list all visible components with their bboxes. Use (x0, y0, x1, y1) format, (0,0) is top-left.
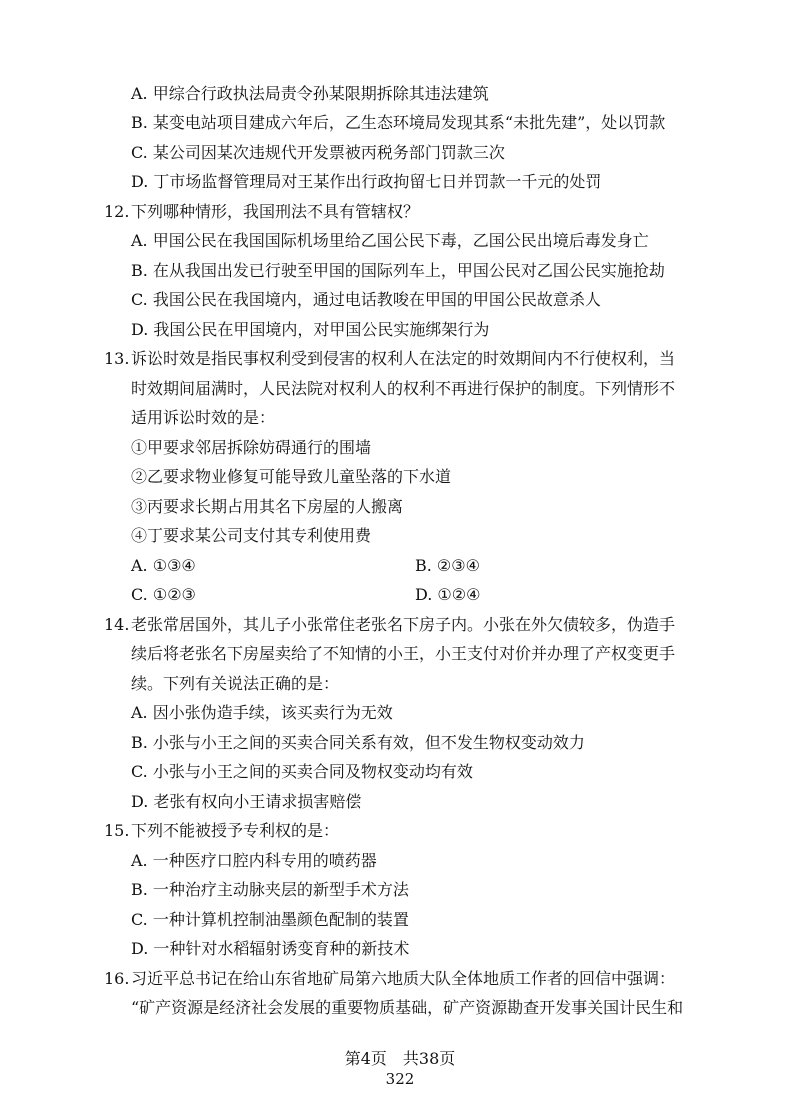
q15-stem: 下列不能被授予专利权的是： (131, 821, 340, 840)
q14-option-b: B. 小张与小王之间的买卖合同关系有效，但不发生物权变动效力 (131, 733, 585, 752)
q13-item-3: ③丙要求长期占用其名下房屋的人搬离 (131, 497, 404, 516)
q11-option-b: B. 某变电站项目建成六年后，乙生态环境局发现其系“未批先建”，处以罚款 (131, 113, 666, 132)
q16-stem-line2: “矿产资源是经济社会发展的重要物质基础，矿产资源勘查开发事关国计民生和 (131, 998, 684, 1017)
q11-option-d: D. 丁市场监督管理局对王某作出行政拘留七日并罚款一千元的处罚 (131, 172, 602, 191)
page-number: 322 (385, 1070, 415, 1088)
q15-option-b: B. 一种治疗主动脉夹层的新型手术方法 (131, 880, 409, 899)
q12-option-b: B. 在从我国出发已行驶至甲国的国际列车上，甲国公民对乙国公民实施抢劫 (131, 261, 665, 280)
q15-option-d: D. 一种针对水稻辐射诱变育种的新技术 (131, 939, 410, 958)
q13-stem-line3: 适用诉讼时效的是： (131, 408, 276, 427)
q12-option-a: A. 甲国公民在我国国际机场里给乙国公民下毒，乙国公民出境后毒发身亡 (131, 231, 649, 250)
q14-number: 14. (104, 615, 130, 634)
q15-option-a: A. 一种医疗口腔内科专用的喷药器 (131, 851, 377, 870)
page-label: 第4页 共38页 (344, 1049, 456, 1068)
q11-option-c: C. 某公司因某次违规代开发票被丙税务部门罚款三次 (131, 143, 505, 162)
q13-item-2: ②乙要求物业修复可能导致儿童坠落的下水道 (131, 467, 452, 486)
q13-stem-line1: 诉讼时效是指民事权利受到侵害的权利人在法定的时效期间内不行使权利，当 (131, 349, 676, 368)
q13-option-c: C. ①②③ (131, 585, 196, 604)
q15-option-c: C. 一种计算机控制油墨颜色配制的装置 (131, 910, 409, 929)
q13-option-d: D. ①②④ (415, 585, 481, 604)
q16-stem-line1: 习近平总书记在给山东省地矿局第六地质大队全体地质工作者的回信中强调： (131, 969, 676, 988)
q12-number: 12. (104, 202, 130, 221)
q13-item-4: ④丁要求某公司支付其专利使用费 (131, 526, 372, 545)
q14-option-d: D. 老张有权向小王请求损害赔偿 (131, 792, 362, 811)
q13-option-a: A. ①③④ (131, 556, 196, 575)
q13-option-b: B. ②③④ (415, 556, 480, 575)
q14-stem-line2: 续后将老张名下房屋卖给了不知情的小王，小王支付对价并办理了产权变更手 (131, 644, 676, 663)
q13-number: 13. (104, 349, 130, 368)
q14-stem-line3: 续。下列有关说法正确的是： (131, 674, 340, 693)
q11-option-a: A. 甲综合行政执法局责令孙某限期拆除其违法建筑 (131, 84, 489, 103)
q13-item-1: ①甲要求邻居拆除妨碍通行的围墙 (131, 438, 372, 457)
q15-number: 15. (104, 821, 130, 840)
q12-option-d: D. 我国公民在甲国境内，对甲国公民实施绑架行为 (131, 320, 490, 339)
q16-number: 16. (104, 969, 130, 988)
q14-option-a: A. 因小张伪造手续，该买卖行为无效 (131, 703, 393, 722)
q14-option-c: C. 小张与小王之间的买卖合同及物权变动均有效 (131, 762, 473, 781)
q12-stem: 下列哪种情形，我国刑法不具有管辖权？ (131, 202, 420, 221)
q14-stem-line1: 老张常居国外，其儿子小张常住老张名下房子内。小张在外欠债较多，伪造手 (131, 615, 676, 634)
q12-option-c: C. 我国公民在我国境内，通过电话教唆在甲国的甲国公民故意杀人 (131, 290, 601, 309)
q13-stem-line2: 时效期间届满时，人民法院对权利人的权利不再进行保护的制度。下列情形不 (131, 379, 676, 398)
